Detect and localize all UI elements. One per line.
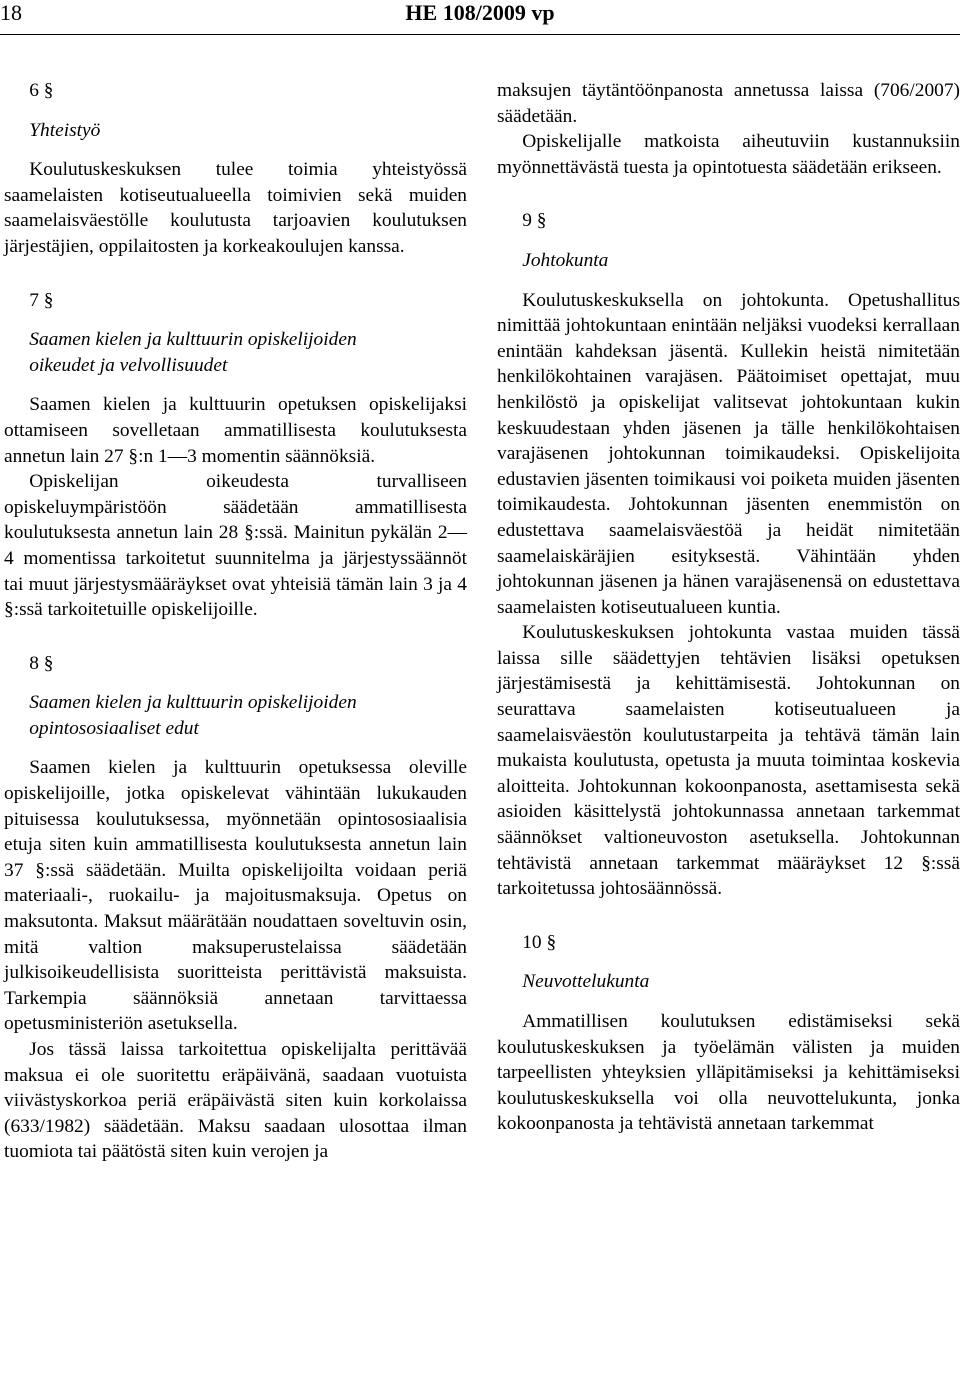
- section-6-paragraph-1: Koulutuskeskuksen tulee toimia yhteistyössä saamelaisten kotiseutualueella toimivien sekä muiden saamelaisväestölle koulutusta tarjoavien koulutuksen järjestäjien, oppilaitosten ja korkeakoulujen kanssa.: [4, 159, 467, 257]
- section-7-number: 7 §: [29, 289, 54, 311]
- section-10-number: 10 §: [522, 931, 557, 953]
- page-number: 18: [0, 0, 22, 25]
- section-7-paragraph-2: Opiskelijan oikeudesta turvalliseen opiskeluympäristöön säädetään ammatillisesta koulutuksesta annetun lain 28 §:ssä. Mainitun pykälän 2—4 momentissa tarkoitetut suunnitelma ja järjestyssäännöt tai muut järjestysmääräykset ovat yhteisiä tämän lain 3 ja 4 §:ssä tarkoitetuille opiskelijoille.: [4, 471, 467, 621]
- section-6-title: Yhteistyö: [29, 119, 101, 141]
- section-6-number: 6 §: [29, 80, 54, 101]
- section-7-title-line-1: Saamen kielen ja kulttuurin opiskelijoiden: [29, 329, 357, 351]
- section-8-paragraph-3: Opiskelijalle matkoista aiheutuviin kustannuksiin myönnettävästä tuesta ja opintotuesta säädetään erikseen.: [497, 131, 960, 178]
- section-8-continuation: maksujen täytäntöönpanosta annetussa laissa (706/2007) säädetään.: [497, 80, 960, 127]
- section-7-paragraph-1: Saamen kielen ja kulttuurin opetuksen opiskelijaksi ottamiseen sovelletaan ammatillisesta koulutuksesta annetun lain 27 §:n 1—3 momentin säännöksiä.: [4, 394, 467, 467]
- section-10-title: Neuvottelukunta: [522, 971, 650, 993]
- section-8-paragraph-1: Saamen kielen ja kulttuurin opetuksessa oleville opiskelijoille, jotka opiskelevat vähintään lukukauden pituisessa koulutuksessa, myönnetään opintososiaalisia etuja siten kuin ammatillisesta koulutuksesta annetun lain 37 §:ssä säädetään. Muilta opiskelijoilta voidaan periä materiaali-, ruokailu- ja majoitusmaksuja. Opetus on maksutonta. Maksut määrätään noudattaen soveltuvin osin, mitä valtion maksuperustelaissa säädetään julkisoikeudellisista suoritteista perittävistä maksuista. Tarkempia säännöksiä annetaan tarvittaessa opetusministeriön asetuksella.: [4, 757, 467, 1035]
- section-8-title-line-1: Saamen kielen ja kulttuurin opiskelijoiden: [29, 692, 357, 714]
- section-10-paragraph-1: Ammatillisen koulutuksen edistämiseksi sekä koulutuskeskuksen ja työelämän välisten ja muiden tarpeellisten yhteyksien ylläpitämiseksi ja kehittämiseksi koulutuskeskuksella voi olla neuvottelukunta, jonka kokoonpanosta ja tehtävistä annetaan tarkemmat: [497, 1011, 960, 1135]
- section-8-paragraph-2: Jos tässä laissa tarkoitettua opiskelijalta perittävää maksua ei ole suoritettu eräpäivänä, saadaan vuotuista viivästyskorkoa periä eräpäivästä siten kuin korkolaissa (633/1982) säädetään. Maksu saadaan ulosottaa ilman tuomiota tai päätöstä siten kuin verojen ja: [4, 1039, 467, 1163]
- section-9-paragraph-2: Koulutuskeskuksen johtokunta vastaa muiden tässä laissa sille säädettyjen tehtävien lisäksi opetuksen järjestämisestä ja kehittämisestä. Johtokunnan on seurattava saamelaisten kotiseutualueen ja saamelaisväestön koulutustarpeita ja tehtävä tämän lain mukaista koulutusta, opetusta ja muuta toimintaa koskevia aloitteita. Johtokunnan kokoonpanosta, asettamisesta sekä asioiden käsittelystä johtokunnassa annetaan tarkemmat säännökset valtioneuvoston asetuksella. Johtokunnan tehtävistä annetaan tarkemmat määräykset 12 §:ssä tarkoitetussa johtosäännössä.: [497, 622, 960, 900]
- left-column: [4, 78, 467, 1165]
- section-8-number: 8 §: [29, 652, 54, 674]
- section-8-title-line-2: opintososiaaliset edut: [29, 717, 199, 739]
- section-9-title: Johtokunta: [522, 249, 609, 271]
- section-7-title-line-2: oikeudet ja velvollisuudet: [29, 354, 228, 376]
- page-header: [0, 0, 960, 35]
- document-id: HE 108/2009 vp: [405, 0, 555, 25]
- right-column: [497, 78, 960, 1137]
- section-9-paragraph-1: Koulutuskeskuksella on johtokunta. Opetushallitus nimittää johtokuntaan enintään neljäksi vuodeksi kerrallaan enintään kahdeksan jäsentä. Kullekin heistä nimitetään henkilökohtainen varajäsen. Päätoimiset opettajat, muu henkilöstö ja opiskelijat valitsevat johtokuntaan kukin keskuudestaan yhden jäsenen ja tälle henkilökohtaisen varajäsenen johtokunnan toimikaudeksi. Opiskelijoita edustavien jäsenten toimikausi voi poiketa muiden jäsenten toimikaudesta. Johtokunnan jäsenten enemmistön on edustettava saamelaisväestöä ja heidät nimitetään saamelaiskäräjien esityksestä. Vähintään yhden johtokunnan jäsenen ja hänen varajäsenensä on edustettava saamelaisten kotiseutualueen kuntia.: [497, 289, 960, 618]
- section-9-number: 9 §: [522, 210, 547, 232]
